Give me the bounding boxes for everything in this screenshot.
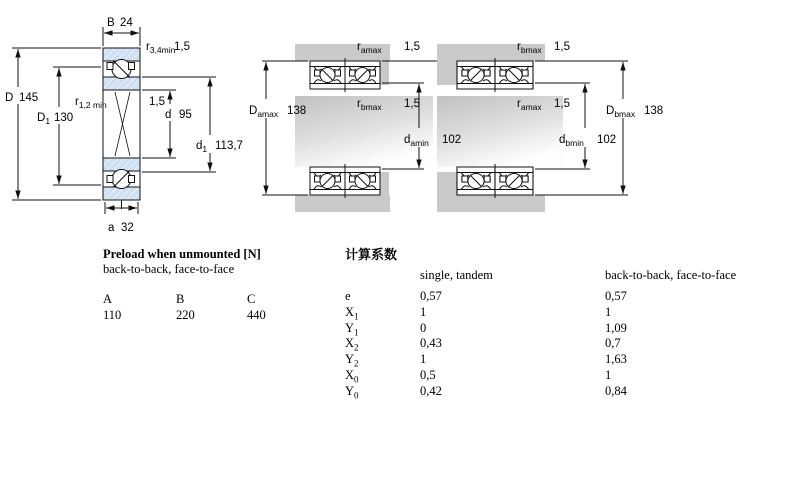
factors-row-label: $Y_0$ [345, 383, 359, 401]
dim-value-dbmin: 102 [597, 134, 617, 146]
factors-row-label: e [345, 289, 351, 303]
factors-value: 0,7 [605, 336, 621, 351]
dim-value-d1: 113,7 [215, 140, 243, 152]
factors-value: 1,63 [605, 352, 627, 367]
dim-value-d: 95 [179, 109, 192, 121]
preload-value: 220 [176, 308, 195, 322]
dim-label-D1: $D_1$ [37, 112, 51, 126]
factors-value: 0,5 [420, 367, 436, 382]
dim-value-B: 24 [120, 17, 133, 29]
factors-value: 1 [605, 304, 612, 319]
dim-label-Damax: $D_{amax}$ [249, 105, 279, 119]
arrangement-diagram-face-to-face [437, 44, 628, 212]
dim-label-ramax-right: $r_{amax}$ [517, 98, 542, 112]
dim-label-damin: $d_{amin}$ [404, 134, 429, 148]
dim-value-Damax: 138 [287, 105, 307, 117]
preload-title: Preload when unmounted [N] [103, 247, 261, 261]
dim-value-D1: 130 [54, 112, 74, 124]
factors-title: 计算系数 [345, 247, 398, 262]
factors-row-label: $X_1$ [345, 304, 359, 322]
dim-label-D: D [5, 92, 14, 104]
factors-row-label: $Y_1$ [345, 320, 359, 338]
factors-value: 0,84 [605, 383, 627, 398]
dim-value-ramax-right: 1,5 [554, 98, 570, 110]
dim-label-r12: $r_{1,2 min}$ [75, 96, 107, 110]
dim-label-rbmax-mid: $r_{bmax}$ [357, 98, 382, 112]
factors-value: 1 [605, 367, 612, 382]
dim-label-Dbmax: $D_{bmax}$ [606, 105, 636, 119]
preload-grid [103, 291, 317, 323]
preload-value: 440 [247, 308, 266, 322]
factors-row-label: $X_0$ [345, 367, 359, 385]
factors-value: 1 [420, 304, 427, 319]
dim-value-damin: 102 [442, 134, 462, 146]
arrangement-diagram-back-to-back [262, 44, 455, 212]
preload-col-header: A [103, 292, 113, 306]
preload-col-header: C [247, 292, 256, 306]
factors-value: 0,42 [420, 383, 442, 398]
dim-value-Dbmax: 138 [644, 105, 664, 117]
dim-label-a: a [108, 222, 115, 234]
factors-row-label: $Y_2$ [345, 352, 359, 369]
dim-label-d: d [165, 109, 172, 121]
preload-subtitle: back-to-back, face-to-face [103, 262, 235, 276]
dim-label-r34: $r_{3,4min}$ [146, 41, 176, 55]
dim-value-r12: 1,5 [149, 96, 165, 108]
dim-value-r34: 1,5 [174, 41, 190, 53]
dim-value-a: 32 [121, 222, 134, 234]
preload-col-header: B [176, 292, 185, 306]
technical-drawing [0, 0, 800, 245]
factors-col1-header: single, tandem [420, 268, 493, 282]
factors-col2-header: back-to-back, face-to-face [605, 268, 737, 282]
factors-value: 0 [420, 320, 427, 335]
factors-row-label: $X_2$ [345, 336, 359, 353]
dim-value-rbmax-mid: 1,5 [404, 98, 420, 110]
dim-label-ramax-mid: $r_{amax}$ [357, 41, 382, 55]
factors-value: 1 [420, 352, 427, 367]
dim-label-B: B [107, 17, 115, 29]
dim-value-ramax-mid: 1,5 [404, 41, 420, 53]
factors-value: 0,57 [605, 289, 627, 303]
dim-value-D: 145 [19, 92, 39, 104]
preload-table [103, 247, 261, 277]
dim-label-rbmax-right: $r_{bmax}$ [517, 41, 542, 55]
dim-label-d1: $d_1$ [196, 140, 208, 154]
factors-value: 0,57 [420, 289, 442, 303]
factors-value: 0,43 [420, 336, 442, 351]
factors-table [345, 268, 800, 400]
preload-value: 110 [103, 308, 122, 322]
dim-value-rbmax-right: 1,5 [554, 41, 570, 53]
dim-label-dbmin: $d_{bmin}$ [559, 134, 584, 148]
factors-value: 1,09 [605, 320, 627, 335]
